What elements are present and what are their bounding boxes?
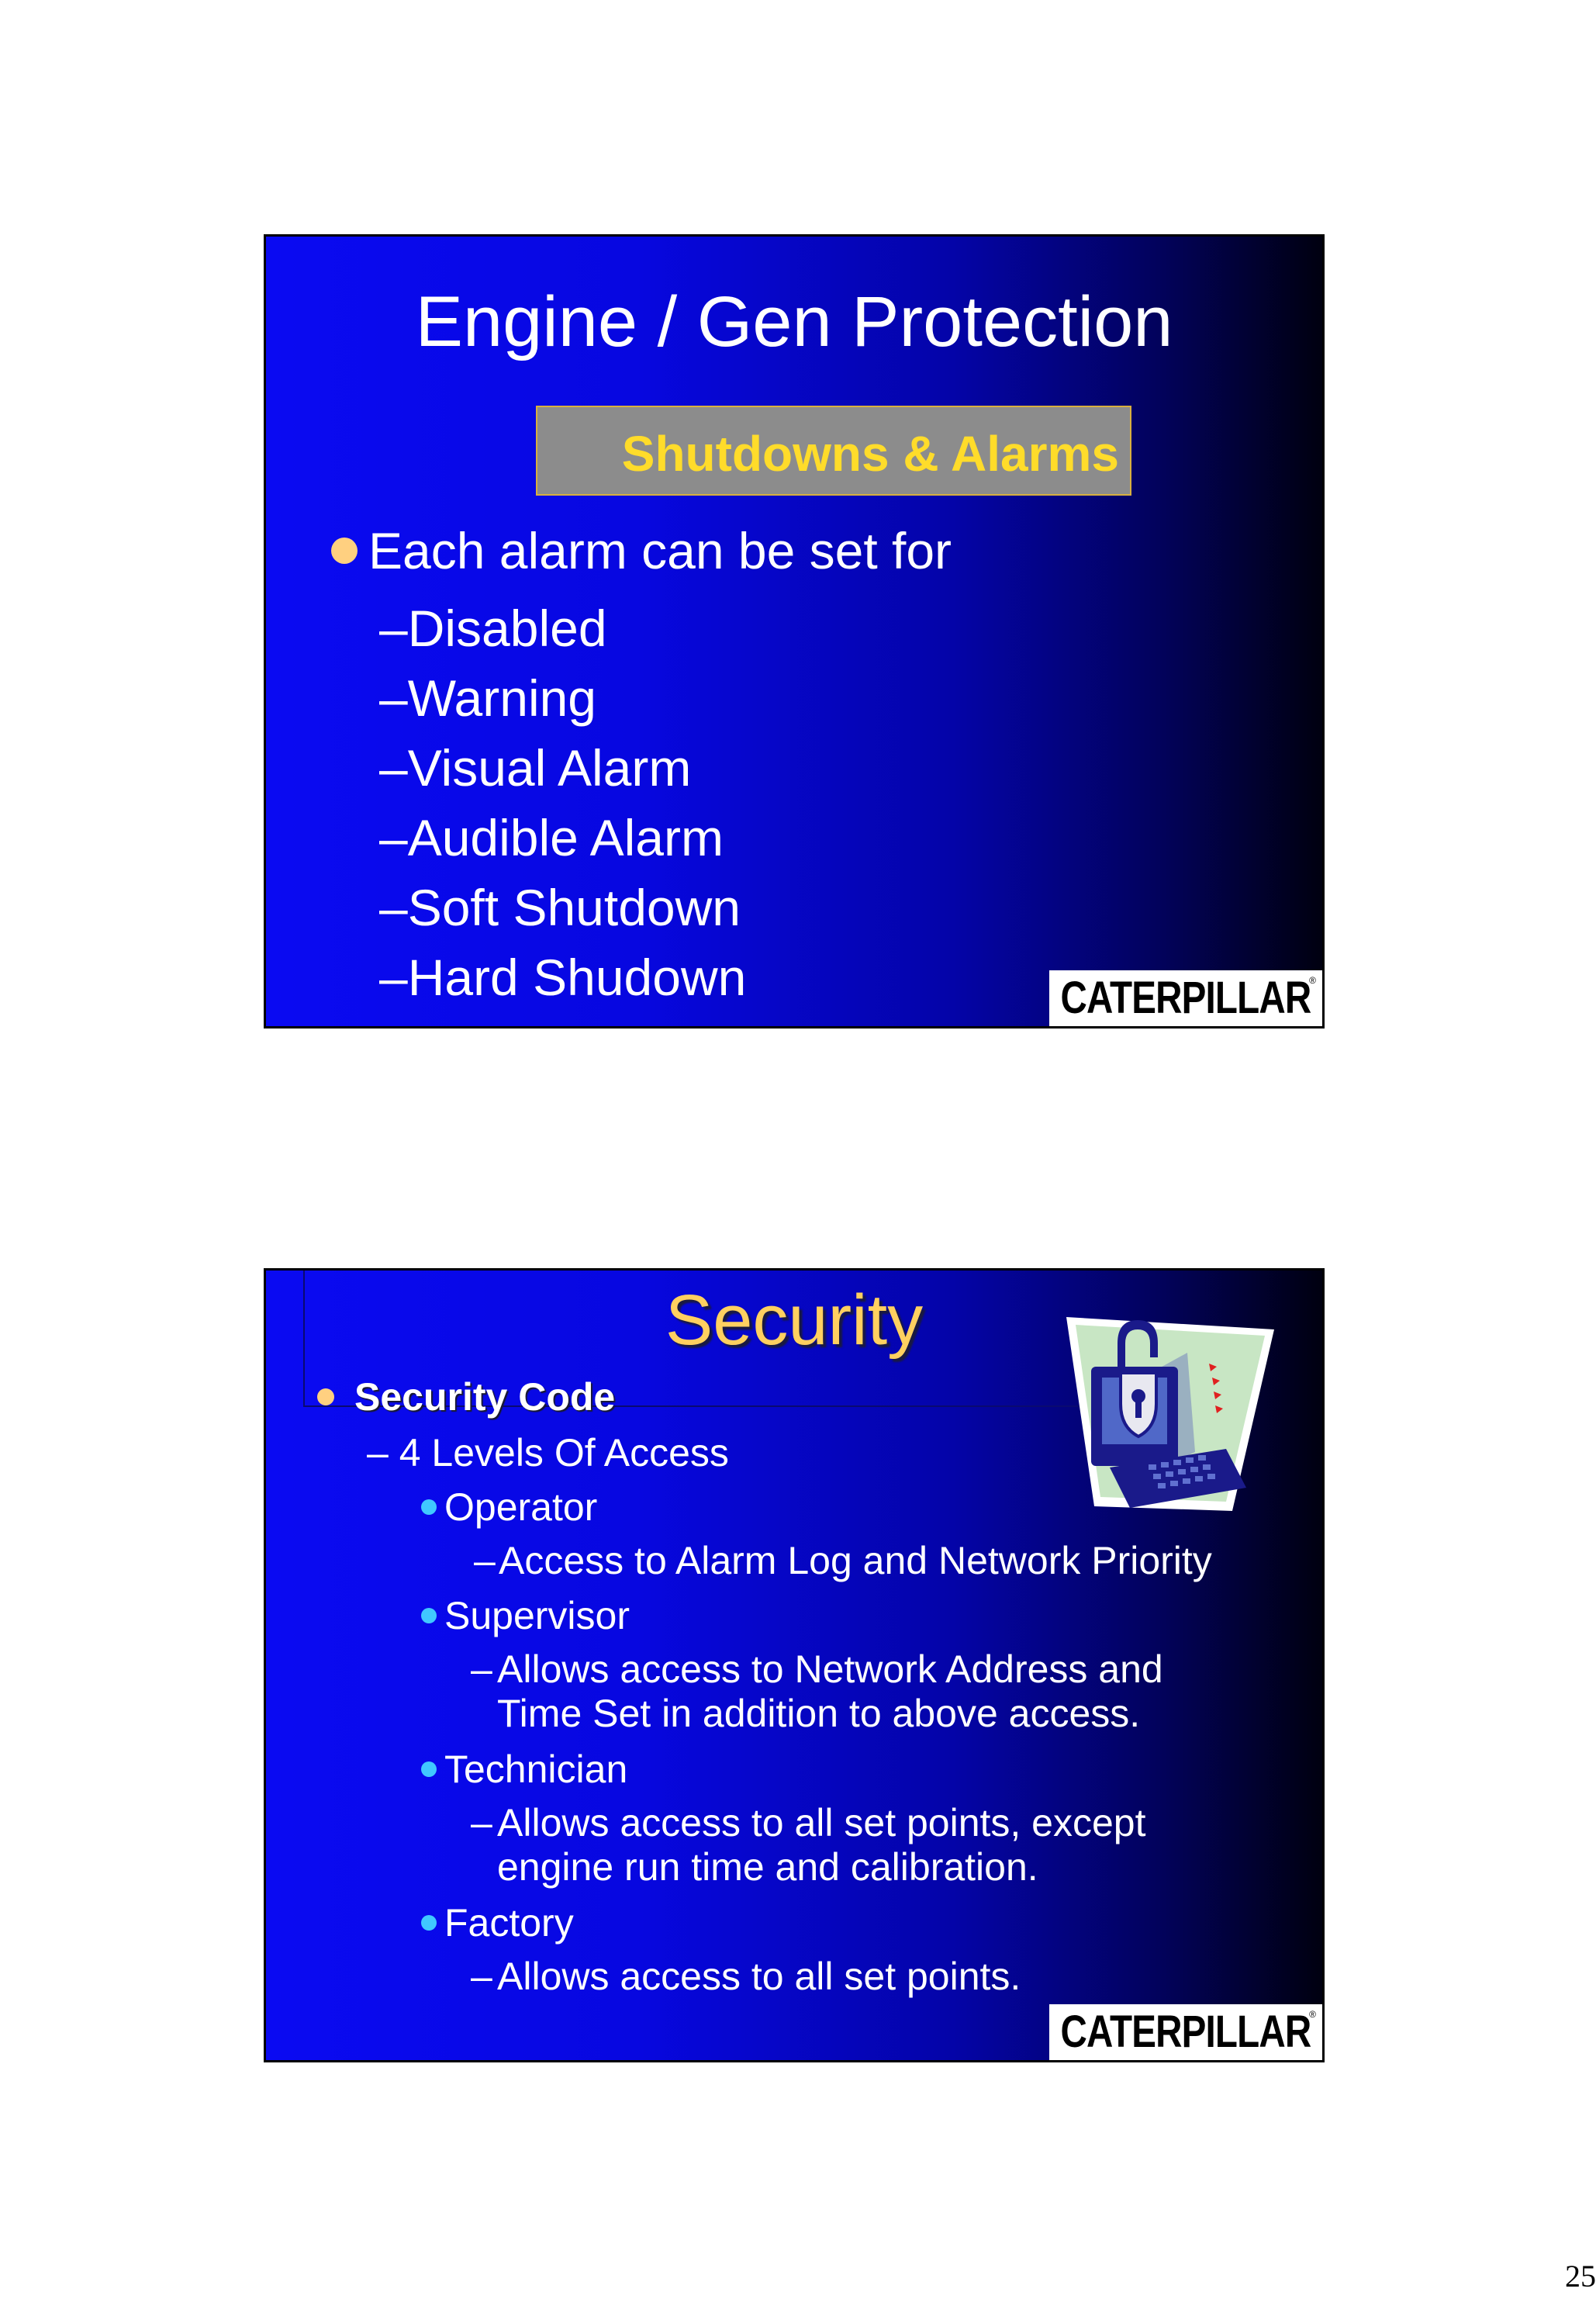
computer-security-lock-icon [1063,1312,1279,1516]
slide-title: Engine / Gen Protection [415,282,1173,361]
bullet-dot-icon [421,1499,437,1515]
bullet-security-code: Security Code [317,1378,615,1416]
alarm-option-list [379,593,746,1012]
bullet-dot-icon [421,1608,437,1623]
bullet-dot-icon [331,538,358,564]
slide-title: Security [665,1281,924,1360]
caterpillar-logo: CATERPILLAR ® [1049,970,1322,1026]
alarm-option: –Disabled [379,600,607,657]
alarm-option: –Warning [379,669,597,727]
caterpillar-logo: CATERPILLAR ® [1049,2004,1322,2060]
slide-security [264,1268,1325,2062]
level-description: – Allows access to Network Address and Time Set in addition to above access. [471,1647,1163,1735]
level-description: – Allows access to all set points. [471,1955,1021,1998]
alarm-option: –Hard Shudown [379,949,747,1006]
bullet-dot-icon [421,1761,437,1777]
level-item: Factory [421,1903,574,1942]
bullet-dot-icon [421,1915,437,1931]
alarm-option: –Visual Alarm [379,739,692,797]
sub-bullet-levels: – 4 Levels Of Access [367,1431,729,1474]
level-item: Operator [421,1488,597,1526]
level-item: Supervisor [421,1596,630,1635]
subtitle-text: Shutdowns & Alarms [621,426,1119,482]
alarm-option: –Soft Shutdown [379,879,741,936]
bullet-main [331,522,952,579]
slide-engine-gen-protection [264,234,1325,1028]
bullet-text: Each alarm can be set for [368,522,952,579]
bullet-dot-icon [317,1388,334,1405]
subtitle-box [536,406,1131,496]
level-description: – Access to Alarm Log and Network Priority [474,1539,1212,1582]
level-item: Technician [421,1750,627,1789]
level-description: – Allows access to all set points, except engine run time and calibration. [471,1801,1146,1889]
page-number: 25 [1565,2259,1596,2294]
alarm-option: –Audible Alarm [379,809,724,866]
